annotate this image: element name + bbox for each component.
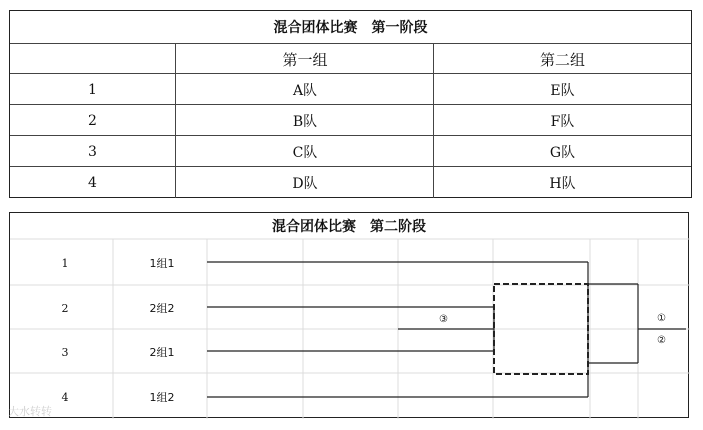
seed-label: 2组1: [149, 346, 175, 359]
final-mark-2: ②: [657, 335, 666, 346]
stage1-table: [9, 10, 692, 198]
table-row: [10, 166, 691, 198]
row-number: 1: [88, 81, 97, 98]
group1-team: A队: [175, 74, 434, 105]
watermark: 大水转转: [8, 405, 52, 418]
stage1-header-row: [10, 43, 691, 74]
seed-label: 2组2: [149, 302, 175, 315]
group1-team: C队: [175, 136, 434, 167]
group2-team: G队: [433, 136, 691, 167]
row-number: 4: [88, 174, 97, 191]
group2-team: E队: [433, 74, 691, 105]
position-number: 1: [61, 257, 69, 270]
table-row: [10, 104, 691, 136]
stage2-bracket: [9, 212, 689, 418]
group1-team: B队: [175, 105, 434, 136]
row-number: 3: [88, 143, 97, 160]
header-group1: 第一组: [175, 44, 434, 74]
row-number: 2: [88, 112, 97, 129]
seed-label: 1组1: [149, 257, 175, 270]
group1-team: D队: [175, 167, 434, 198]
group2-team: H队: [433, 167, 691, 198]
table-row: [10, 135, 691, 167]
bracket-lines: [10, 213, 690, 419]
final-mark-1: ①: [657, 313, 666, 324]
position-number: 3: [61, 346, 69, 359]
third-place-mark: ③: [439, 314, 448, 325]
header-cell-blank: [10, 44, 175, 74]
group2-team: F队: [433, 105, 691, 136]
seed-label: 1组2: [149, 391, 175, 404]
header-group2: 第二组: [433, 44, 691, 74]
stage2-title: 混合团体比赛 第二阶段: [272, 219, 426, 235]
position-number: 2: [61, 302, 69, 315]
table-row: [10, 73, 691, 105]
position-number: 4: [61, 391, 69, 404]
stage1-title: 混合团体比赛 第一阶段: [273, 20, 428, 36]
